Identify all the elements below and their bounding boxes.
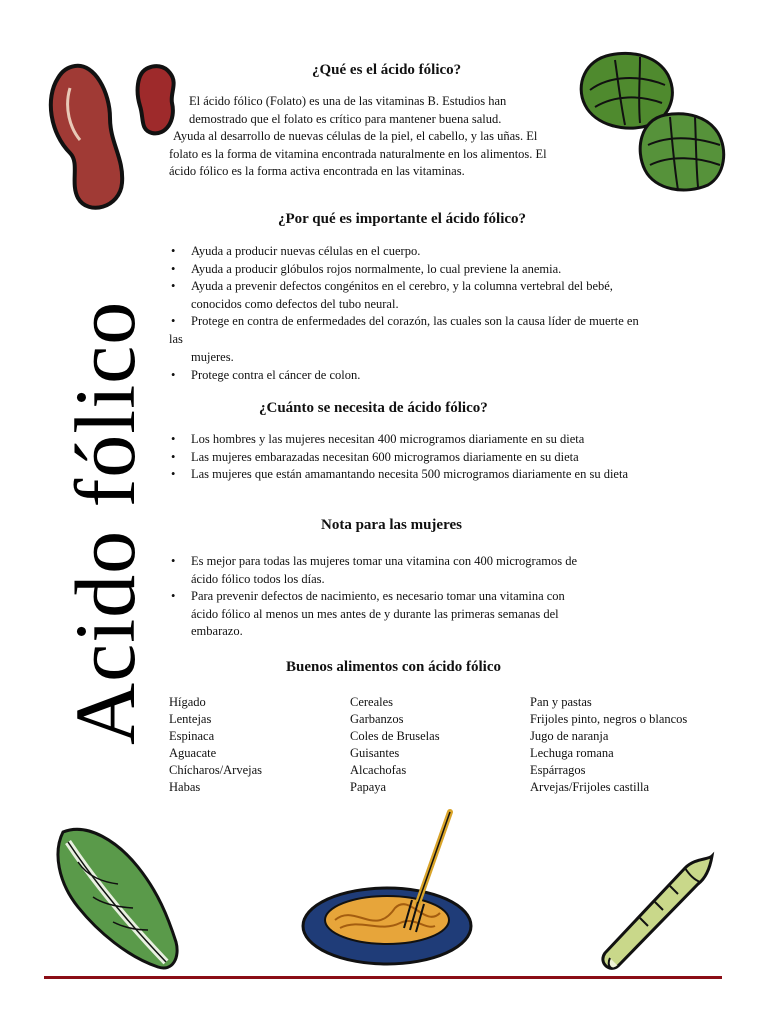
list-item-text: embarazo. xyxy=(191,624,243,638)
artichokes-illustration xyxy=(570,45,730,215)
intro-line-3: Ayuda al desarrollo de nuevas células de la piel, el cabello, y las uñas. El xyxy=(173,129,538,143)
list-item-text: Las mujeres que están amamantando necesita 500 microgramos diariamente en su dieta xyxy=(191,467,628,481)
food-item: Alcachofas xyxy=(350,763,407,777)
list-item-text: conocidos como defectos del tubo neural. xyxy=(191,296,399,311)
list-item-text: Ayuda a producir glóbulos rojos normalmente, lo cual previene la anemia. xyxy=(191,261,562,276)
vertical-title: Acido fólico xyxy=(57,300,153,745)
food-item: Hígado xyxy=(169,695,206,709)
intro-line-5: ácido fólico es la forma activa encontrada en las vitaminas. xyxy=(169,164,465,178)
importance-list-end xyxy=(169,367,360,385)
spaghetti xyxy=(325,896,449,944)
food-item: Lechuga romana xyxy=(530,746,614,760)
list-item-text: ácido fólico todos los días. xyxy=(191,571,325,586)
intro-paragraph xyxy=(169,93,547,181)
food-item: Jugo de naranja xyxy=(530,729,609,743)
food-item: Lentejas xyxy=(169,712,212,726)
section-heading-good-foods: Buenos alimentos con ácido fólico xyxy=(286,659,502,675)
food-item: Espárragos xyxy=(530,763,586,777)
list-item xyxy=(169,449,628,467)
importance-wrap xyxy=(169,331,234,366)
list-item xyxy=(169,588,577,641)
food-item: Garbanzos xyxy=(350,712,404,726)
list-item xyxy=(169,431,628,449)
intro-line-4: folato es la forma de vitamina encontrada naturalmente en los alimentos. El xyxy=(169,146,547,161)
food-item: Guisantes xyxy=(350,746,400,760)
list-item-text: Los hombres y las mujeres necesitan 400 microgramos diariamente en su dieta xyxy=(191,432,585,446)
list-item-text: • Ayuda a prevenir defectos congénitos en el cerebro, y la columna vertebral del bebé, xyxy=(191,279,613,293)
intro-line-1: El ácido fólico (Folato) es una de las vitaminas B. Estudios han xyxy=(189,94,507,108)
list-item-text: Las mujeres embarazadas necesitan 600 microgramos diariamente en su dieta xyxy=(191,449,579,464)
artichoke-bottom xyxy=(640,114,724,190)
bean-large xyxy=(51,66,122,208)
food-column-2 xyxy=(350,694,440,796)
list-item xyxy=(169,243,639,261)
list-item-text: • Protege en contra de enfermedades del corazón, las cuales son la causa líder de muerte en xyxy=(191,314,639,328)
food-column-3 xyxy=(530,694,687,796)
food-column-1 xyxy=(169,694,262,796)
spaghetti-illustration xyxy=(300,808,475,968)
section-heading-how-much: ¿Cuánto se necesita de ácido fólico? xyxy=(259,400,488,416)
note-list xyxy=(169,553,577,641)
list-item xyxy=(169,261,639,279)
food-item: Chícharos/Arvejas xyxy=(169,763,263,777)
amount-list xyxy=(169,431,628,484)
section-heading-note-women: Nota para las mujeres xyxy=(321,517,462,533)
kidney-beans-illustration xyxy=(40,58,185,213)
bottom-rule xyxy=(44,976,722,979)
intro-line-2: demostrado que el folato es crítico para mantener buena salud. xyxy=(189,111,502,126)
food-item: Cereales xyxy=(350,695,394,709)
list-item xyxy=(169,466,628,484)
list-item-text: las xyxy=(169,332,183,346)
food-item: Aguacate xyxy=(169,746,217,760)
list-item xyxy=(169,313,639,331)
list-item xyxy=(169,553,577,588)
list-item-text: • Es mejor para todas las mujeres tomar una vitamina con 400 microgramos de xyxy=(191,554,577,568)
food-item: Espinaca xyxy=(169,729,215,743)
food-item: Habas xyxy=(169,780,201,794)
section-heading-why-important: ¿Por qué es importante el ácido fólico? xyxy=(278,211,527,227)
food-item: Frijoles pinto, negros o blancos xyxy=(530,712,688,726)
list-item-text: • Para prevenir defectos de nacimiento, es necesario tomar una vitamina con xyxy=(191,589,565,603)
list-item-text: Protege contra el cáncer de colon. xyxy=(191,368,361,382)
food-item: Papaya xyxy=(350,780,387,794)
list-item xyxy=(169,367,360,385)
importance-list xyxy=(169,243,639,331)
list-item xyxy=(169,278,639,313)
list-item-text: Ayuda a producir nuevas células en el cuerpo. xyxy=(191,244,421,258)
list-item-text: ácido fólico al menos un mes antes de y durante las primeras semanas del xyxy=(191,606,559,621)
asparagus-illustration xyxy=(590,848,720,978)
food-item: Arvejas/Frijoles castilla xyxy=(530,780,650,794)
section-heading-what-is: ¿Qué es el ácido fólico? xyxy=(312,62,462,78)
lettuce-illustration xyxy=(48,822,188,972)
list-item-text: mujeres. xyxy=(191,349,234,364)
food-item: Pan y pastas xyxy=(530,695,592,709)
food-item: Coles de Bruselas xyxy=(350,729,440,743)
